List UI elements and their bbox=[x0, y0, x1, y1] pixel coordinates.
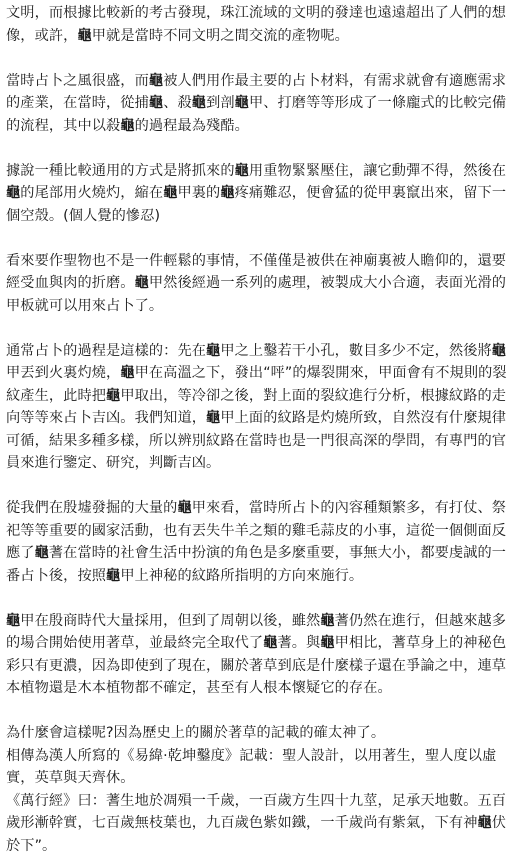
keyword-highlight: 龜 bbox=[163, 185, 177, 201]
keyword-highlight: 龜 bbox=[206, 343, 220, 359]
paragraph-text: 甲上神秘的紋路所指明的方向來施行。 bbox=[120, 568, 363, 584]
paragraph-text: 甲相比，蓍草身上的神秘色彩只有更濃，因為即使到了現在，關於著草到底是什麼樣子還在爭論之中，連草本植物還是木本植物都不確定，甚至有人根本懷疑它的存在。 bbox=[6, 635, 506, 696]
paragraph bbox=[6, 2, 514, 47]
keyword-highlight: 龜 bbox=[35, 545, 49, 561]
paragraph-text: 的尾部用火燒灼，縮在 bbox=[20, 185, 163, 201]
keyword-highlight: 龜 bbox=[77, 28, 91, 44]
keyword-highlight: 龜 bbox=[478, 815, 492, 831]
keyword-highlight: 龜 bbox=[106, 388, 120, 404]
paragraph bbox=[6, 70, 514, 138]
paragraph bbox=[6, 722, 514, 745]
paragraph-text: 甲裏的 bbox=[177, 185, 220, 201]
paragraph-text: 甲就是當時不同文明之間交流的產物呢。 bbox=[92, 28, 349, 44]
keyword-highlight: 龜 bbox=[320, 613, 334, 629]
paragraph-text: 相傳為漢人所寫的《易緯·乾坤鑿度》記載：聖人設計，以用著生，聖人度以虛實，英草與天齊休。 bbox=[6, 748, 496, 787]
paragraph-text: 據說一種比較通用的方式是將抓來的 bbox=[6, 163, 235, 179]
paragraph-text: 用重物緊緊壓住，讓它動彈不得，然後在 bbox=[249, 163, 506, 179]
keyword-highlight: 龜 bbox=[263, 635, 277, 651]
paragraph-text: 甲上面的紋路是灼燒所致，自然沒有什麼規律可循，結果多種多樣，所以辨別紋路在當時也是一門很高深的學問，有專門的官員來進行鑒定、研究，判斷吉凶。 bbox=[6, 410, 506, 471]
keyword-highlight: 龜 bbox=[149, 73, 163, 89]
paragraph-text: 從我們在殷墟發掘的大量的 bbox=[6, 500, 177, 516]
keyword-highlight: 龜 bbox=[6, 185, 20, 201]
paragraph-text: 蓍。與 bbox=[277, 635, 320, 651]
paragraph bbox=[6, 497, 514, 587]
keyword-highlight: 龜 bbox=[120, 118, 134, 134]
paragraph-text: 當時占卜之風很盛，而 bbox=[6, 73, 149, 89]
paragraph bbox=[6, 790, 514, 857]
keyword-highlight: 龜 bbox=[492, 343, 506, 359]
paragraph-text: 為什麼會這樣呢?因為歷史上的關於著草的記載的確太神了。 bbox=[6, 725, 385, 741]
paragraph-text: 在當時的社會生活中扮演的角色是多麼重要，事無大小，都要虔誠的一番占卜後，按照 bbox=[6, 545, 506, 584]
keyword-highlight: 龜 bbox=[120, 365, 134, 381]
paragraph-text: 疼痛難忍，便會猛的從甲裏竄出來，留下一個空殼。(個人覺的慘忍) bbox=[6, 185, 506, 224]
paragraph-text: 的過程最為殘酷。 bbox=[135, 118, 249, 134]
paragraph-text: 到剖 bbox=[206, 95, 235, 111]
paragraph-text: 、殺 bbox=[163, 95, 192, 111]
keyword-highlight: 龜 bbox=[220, 185, 234, 201]
keyword-highlight: 龜 bbox=[235, 95, 249, 111]
paragraph-text: 甲、打磨等等形成了一條龐式的比較完備的流程，其中以殺 bbox=[6, 95, 506, 134]
paragraph-text: 甲取出，等冷卻之後，對上面的裂紋進行分析，根據紋路的走向等等來占卜吉凶。我們知道， bbox=[6, 388, 506, 427]
keyword-highlight: 龜 bbox=[206, 410, 220, 426]
paragraph-text: 甲之上鑿若干小孔，數目多少不定，然後將 bbox=[220, 343, 491, 359]
paragraph bbox=[6, 610, 514, 700]
paragraph-text: 伏於下”。 bbox=[6, 815, 506, 854]
paragraph bbox=[6, 160, 514, 228]
paragraph-text: 甲然後經過一系列的處理，被製成大小合適，表面光滑的甲板就可以用來占卜了。 bbox=[6, 275, 506, 314]
keyword-highlight: 龜 bbox=[6, 613, 20, 629]
paragraph-text: 甲在殷商時代大量採用，但到了周朝以後，雖然 bbox=[20, 613, 320, 629]
keyword-highlight: 龜 bbox=[192, 95, 206, 111]
paragraph-text: 蓍 bbox=[49, 545, 63, 561]
paragraph-text: 甲來看，當時所占卜的內容種類繁多，有打仗、祭祀等等重要的國家活動，也有丟失牛羊之類的雞毛蒜皮的小事，這從一個側面反應了 bbox=[6, 500, 506, 561]
keyword-highlight: 龜 bbox=[235, 163, 249, 179]
paragraph-text: 看來要作聖物也不是一件輕鬆的事情，不僅僅是被供在神廟裏被人瞻仰的，還要經受血與肉的折磨。 bbox=[6, 253, 506, 292]
keyword-highlight: 龜 bbox=[135, 275, 149, 291]
keyword-highlight: 龜 bbox=[149, 95, 163, 111]
keyword-highlight: 龜 bbox=[106, 568, 120, 584]
paragraph-text: 被人們用作最主要的占卜材料，有需求就會有適應需求的產業，在當時，從捕 bbox=[6, 73, 506, 112]
paragraph-text: 甲在高溫之下，發出“呯”的爆裂開來，甲面會有不規則的裂紋產生，此時把 bbox=[6, 365, 507, 404]
paragraph-text: 蓍仍然在進行，但越來越多的場合開始使用著草，並最終完全取代了 bbox=[6, 613, 506, 652]
paragraph-text: 文明，而根據比較新的考古發現，珠江流域的文明的發達也遠遠超出了人們的想像，或許， bbox=[6, 5, 506, 44]
paragraph-text: 甲丟到火裏灼燒， bbox=[6, 365, 120, 381]
paragraph-text: 《萬行經》曰：蓍生地於凋殞一千歲，一百歲方生四十九莖，足承天地數。五百歲形漸幹實，七百歲無枝葉也，九百歲色紫如鐵，一千歲尚有紫氣，下有神 bbox=[6, 793, 506, 832]
keyword-highlight: 龜 bbox=[320, 635, 334, 651]
article-body bbox=[6, 2, 514, 857]
keyword-highlight: 龜 bbox=[177, 500, 191, 516]
paragraph-text: 通常占卜的過程是這樣的：先在 bbox=[6, 343, 206, 359]
paragraph bbox=[6, 745, 514, 790]
paragraph bbox=[6, 340, 514, 475]
paragraph bbox=[6, 250, 514, 318]
